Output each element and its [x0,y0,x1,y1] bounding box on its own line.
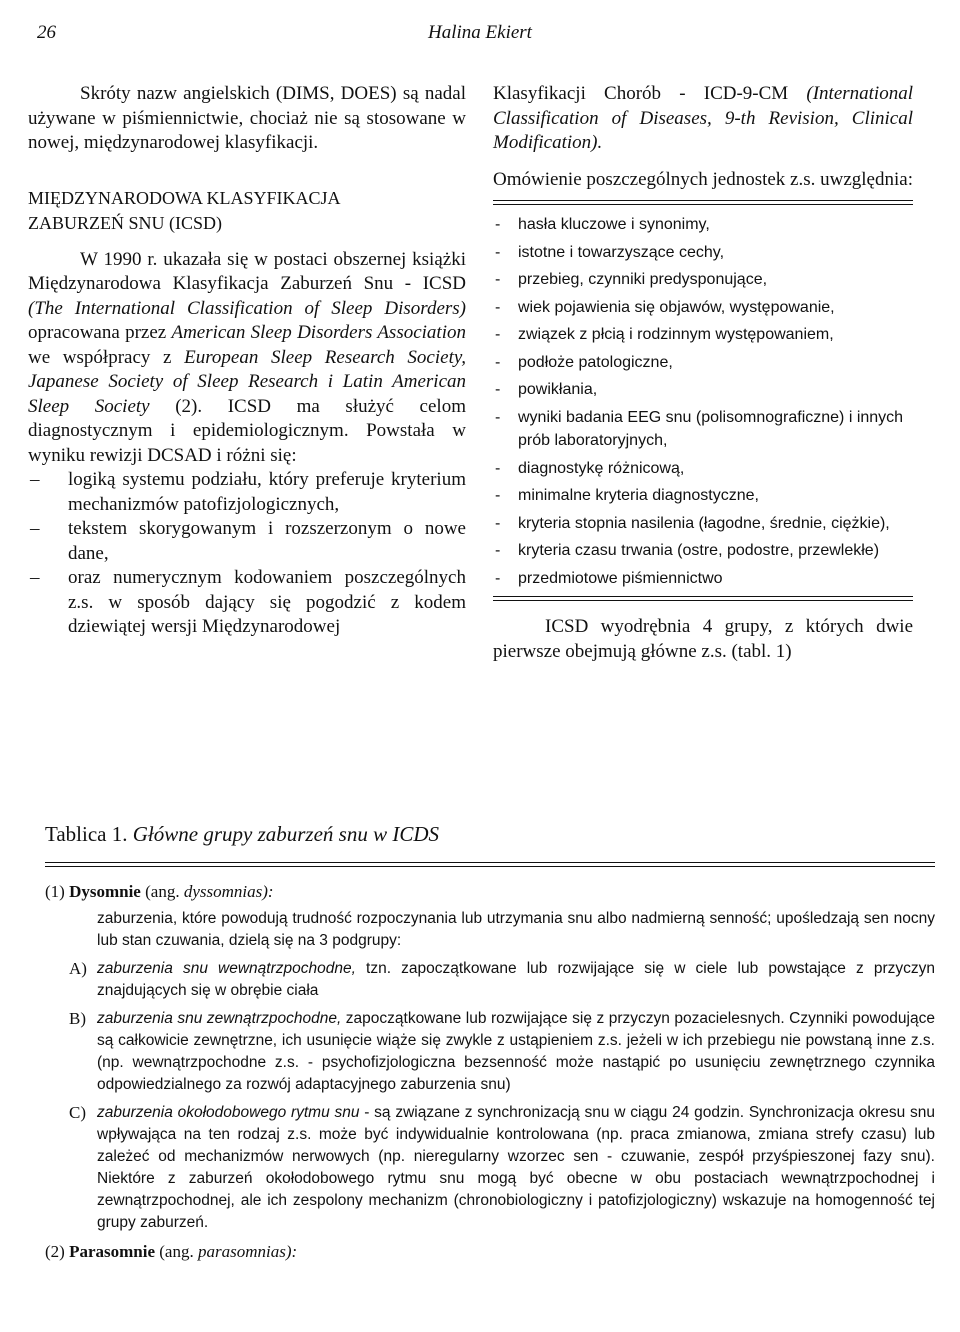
divider [493,596,913,597]
category-number: (1) [45,882,65,901]
divider [493,600,913,601]
category-ang: (ang. [159,1242,194,1261]
section-heading-line-1: MIĘDZYNARODOWA KLASYFIKACJA [28,187,341,208]
category-english: dyssomnias): [183,882,274,901]
left-column [28,82,466,640]
subgroup-letter: A) [69,959,87,978]
list-item: - minimalne kryteria diagnostyczne, [493,484,913,508]
table-body [45,880,935,1264]
category-dysomnie [45,880,935,904]
features-list [493,213,913,590]
icsd-text-c: we współpracy z [28,346,185,368]
list-item: - wiek pojawienia się objawów, występowanie, [493,296,913,320]
omowienie-paragraph: Omówienie poszczególnych jednostek z.s. uwzględnia: [493,168,913,190]
table-caption [45,822,439,847]
icsd-title-en: (The International Classification of Sleep Disorders) [28,297,466,319]
table-top-rule [45,866,935,867]
list-item: - kryteria czasu trwania (ostre, podostre, przewlekłe) [493,539,913,563]
list-item: - wyniki badania EEG snu (polisomnograficzne) i innych prób laboratoryjnych, [493,406,913,453]
icd-title-en: (International Classification of Diseases, 9-th Revision, Clinical Modification). [493,83,913,153]
icsd-text-d: (2). ICSD ma służyć celom diagnostycznym i epidemiologicznym. Powstała w wyniku rewizji DCSAD i różni się: [28,395,466,466]
page-number: 26 [37,22,56,43]
subgroup-a [69,958,936,1002]
category-number: (2) [45,1242,65,1261]
subgroup-title: zaburzenia snu wewnątrzpochodne, [97,960,356,977]
divider [493,204,913,205]
subgroup-letter: B) [69,1009,86,1028]
running-header-author: Halina Ekiert [428,22,532,43]
category-description: zaburzenia, które powodują trudność rozpoczynania lub utrzymania snu albo nadmierną senność; upośledzają sen nocny lub stan czuwania, dzielą się na 3 podgrupy: [97,910,935,949]
subgroup-c [69,1102,936,1234]
icsd-text-a: W 1990 r. ukazała się w postaci obszernej książki Międzynarodowa Klasyfikacja Zaburzeń Snu - ICSD [28,248,466,294]
right-column [493,82,913,664]
subgroup-title: zaburzenia okołodobowego rytmu snu [97,1104,360,1121]
subgroup-text: - są związane z synchronizacją snu w ciągu 24 godzin. Synchronizacja okresu snu wpływająca na ten rodzaj z.s. może być indywidualnie kontrolowana (np. praca zmianowa, zmiana strefy czasu) lub zależeć od mechanizmów nerwowych (np. nieregularny wzorzec sen - czuwanie, zespół przyśpieszonej fazy snu). Niektóre z zaburzeń okołodobowego rytmu snu mogą być obecne w obu postaciach wewnątrzpochodnej i zewnątrzpochodnej, ale ich zespolony mechanizm (chronobiologiczny i patofizjologiczny) wskazuje na homogenność tej grupy zaburzeń. [97,1104,936,1231]
list-item: - związek z płcią i rodzinnym występowaniem, [493,323,913,347]
subgroup-letter: C) [69,1103,86,1122]
category-ang: (ang. [145,882,180,901]
icsd-paragraph [28,248,466,469]
section-heading [28,186,466,236]
list-item: – logiką systemu podziału, który preferuje kryterium mechanizmów patofizjologicznych, [28,468,466,517]
closing-paragraph: ICSD wyodrębnia 4 grupy, z których dwie pierwsze obejmują główne z.s. (tabl. 1) [493,616,913,662]
category-english: parasomnias): [197,1242,298,1261]
list-item: - powikłania, [493,378,913,402]
icd-text: Klasyfikacji Chorób - ICD-9-CM [493,83,807,104]
subgroup-b [69,1008,935,1096]
table-top-rule [45,862,935,863]
category-name: Parasomnie [69,1242,156,1261]
table-caption-title: Główne grupy zaburzeń snu w ICDS [132,822,440,846]
list-item: – oraz numerycznym kodowaniem poszczególnych z.s. w sposób dający się pogodzić z kodem dziewiątej wersji Międzynarodowej [28,566,466,640]
differences-list [28,468,466,640]
subgroup-title: zaburzenia snu zewnątrzpochodne, [97,1010,342,1027]
divider [493,200,913,201]
intro-paragraph: Skróty nazw angielskich (DIMS, DOES) są nadal używane w piśmiennictwie, chociaż nie są stosowane w nowej, międzynarodowej klasyfikacji. [28,83,466,153]
section-heading-line-2: ZABURZEŃ SNU (ICSD) [28,212,223,233]
icsd-text-b: opracowana przez [28,322,172,343]
list-item: - istotne i towarzyszące cechy, [493,241,913,265]
list-item: - podłoże patologiczne, [493,351,913,375]
list-item: - przebieg, czynniki predysponujące, [493,268,913,292]
table-caption-label: Tablica 1. [45,822,128,846]
list-item: – tekstem skorygowanym i rozszerzonym o nowe dane, [28,517,466,566]
subgroup-text: zapoczątkowane lub rozwijające się z przyczyn pozacielesnych. Czynniki powodujące są całkowicie zewnętrzne, ich usunięcie wiąże się zwykle z ustąpieniem z.s. jeżeli w ich przebiegu nie powstaną inne z.s. (np. wewnątrzpochodne z.s. - psychofizjologiczna bezsenność może nastąpić po usunięciu zewnętrznego czynnika odpowiedzialnego za rozwój adaptacyjnego zaburzenia snu) [97,1010,935,1093]
icsd-association: American Sleep Disorders Association [171,322,466,343]
list-item: - kryteria stopnia nasilenia (łagodne, średnie, ciężkie), [493,512,913,536]
list-item: - przedmiotowe piśmiennictwo [493,567,913,591]
icsd-societies: European Sleep Research Society, Japanese Society of Sleep Research i Latin American Sleep Society [28,346,466,417]
list-item: - hasła kluczowe i synonimy, [493,213,913,237]
list-item: - diagnostykę różnicową, [493,457,913,481]
category-parasomnie [45,1240,935,1264]
subgroup-text: tzn. zapoczątkowane lub rozwijające się w ciele lub powstające z przyczyn znajdujących się w obrębie ciała [97,960,936,999]
category-name: Dysomnie [69,882,141,901]
icd-continuation [493,82,913,156]
